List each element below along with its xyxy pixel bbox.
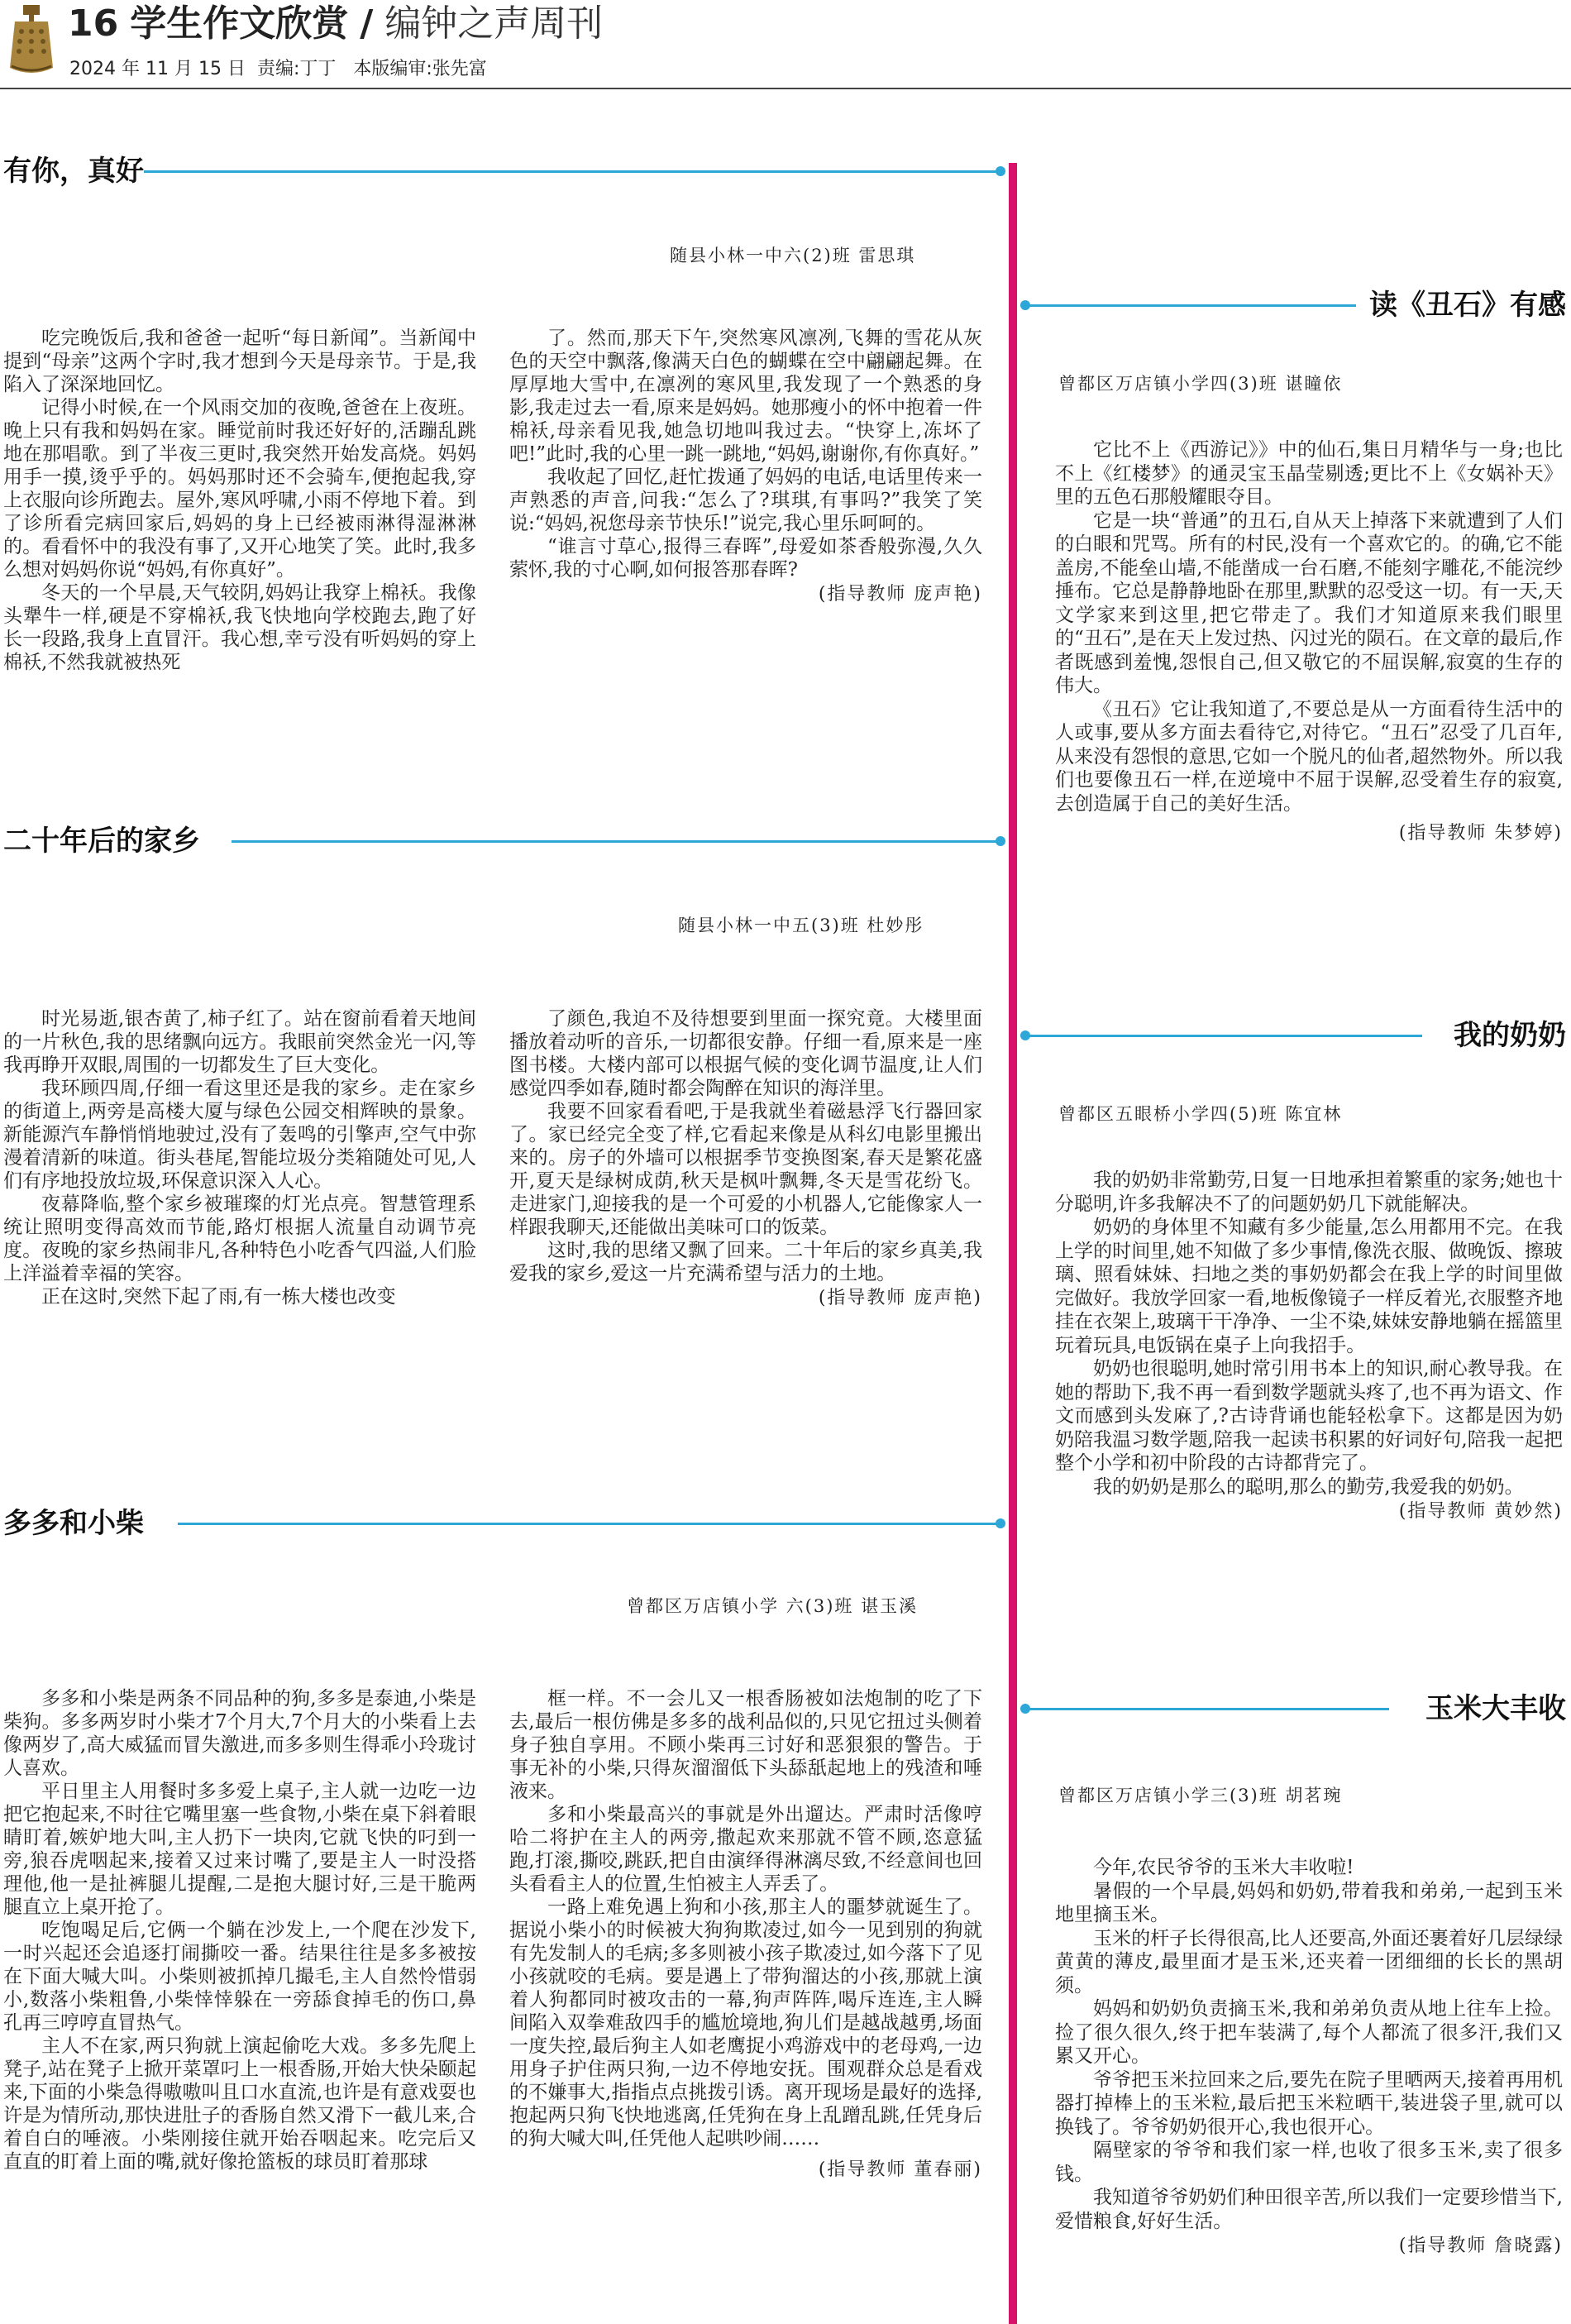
paragraph: 我的奶奶非常勤劳,日复一日地承担着繁重的家务;她也十分聪明,许多我解决不了的问题奶奶几下就能解决。 (1055, 1169, 1563, 1215)
publication-name: 编钟之声周刊 (384, 2, 604, 45)
article-byline: 随县小林一中六(2)班 雷思琪 (670, 246, 916, 265)
paragraph: 吃完晚饭后,我和爸爸一起听“每日新闻”。当新闻中提到“母亲”这两个字时,我才想到今天是母亲节。于是,我陷入了深深地回忆。 (3, 328, 476, 395)
article-column (509, 327, 982, 674)
article-byline: 随县小林一中五(3)班 杜妙彤 (678, 916, 924, 935)
teacher-credit: (指导教师 董春丽) (818, 2159, 982, 2180)
article-title-row (1022, 1689, 1571, 1730)
article-column (3, 327, 476, 674)
article-byline: 曾都区五眼桥小学四(5)班 陈宜林 (1058, 1104, 1343, 1124)
paragraph: 我要不回家看看吧,于是我就坐着磁悬浮飞行器回家了。家已经完全变了样,它看起来像是从科幻电影里搬出来的。房子的外墙可以根据季节变换图案,春天是繁花盛开,夏天是绿树成荫,秋天是枫叶飘舞,冬天是雪花纷飞。走进家门,迎接我的是一个可爱的小机器人,它能像家人一样跟我聊天,还能做出美味可口的饭菜。 (509, 1101, 982, 1238)
article-title-row (0, 1504, 992, 1545)
paragraph: 它是一块“普通”的丑石,自从天上掉落下来就遭到了人们的白眼和咒骂。所有的村民,没有一个喜欢它的。的确,它不能盖房,不能垒山墙,不能凿成一台石磨,不能刻字雕花,不能浣纱捶布。它总是静静地卧在那里,默默的忍受这一切。有一天,天文学家来到这里,把它带走了。我们才知道原来我们眼里的“丑石”,是在天上发过热、闪过光的陨石。在文章的最后,作者既感到羞愧,怨恨自己,但又敬它的不屈误解,寂寞的生存的伟大。 (1055, 509, 1563, 696)
article-column (509, 1687, 982, 2182)
header-rule (0, 88, 1571, 89)
teacher-credit: (指导教师 朱梦婷) (1398, 823, 1563, 844)
paragraph: 了。然而,那天下午,突然寒风凛冽,飞舞的雪花从灰色的天空中飘落,像满天白色的蝴蝶在空中翩翩起舞。在厚厚地大雪中,在凛冽的寒风里,我发现了一个熟悉的身影,我走过去一看,原来是妈妈。她那瘦小的怀中抱着一件棉袄,母亲看见我,她急切地叫我过去。“快穿上,冻坏了吧!”此时,我的心里一跳一跳地,“妈妈,谢谢你,有你真好。” (509, 328, 982, 465)
paragraph: 框一样。不一会儿又一根香肠被如法炮制的吃了下去,最后一根仿佛是多多的战利品似的,只见它扭过头侧着身子独自享用。不顾小柴再三讨好和恶狠狠的警告。于事无补的小柴,只得灰溜溜低下头舔舐起地上的残渣和唾液来。 (509, 1688, 982, 1802)
editor: 责编:丁丁 (256, 59, 337, 79)
section-name: 学生作文欣赏 (130, 2, 349, 45)
article-duoduo-and-xiaochai (0, 1504, 992, 2322)
title-rule (1025, 1035, 1422, 1037)
article-you-are-good (0, 151, 992, 747)
issue-meta (69, 55, 487, 80)
article-body (3, 1687, 982, 2182)
page-number: 16 (68, 2, 119, 45)
page-header (0, 0, 1571, 83)
article-my-grandma (1022, 1016, 1571, 1661)
paragraph: 正在这时,突然下起了雨,有一栋大楼也改变 (41, 1286, 396, 1308)
article-ugly-stone (1022, 285, 1571, 955)
article-title: 玉米大丰收 (1425, 1689, 1566, 1729)
title-rule (232, 840, 1000, 843)
article-body (1055, 1856, 1563, 2259)
article-column (509, 1007, 982, 1310)
paragraph: 我知道爷爷奶奶们种田很辛苦,所以我们一定要珍惜当下,爱惜粮食,好好生活。 (1055, 2187, 1563, 2232)
paragraph: 隔壁家的爷爷和我们家一样,也收了很多玉米,卖了很多钱。 (1055, 2140, 1563, 2185)
paragraph: 玉米的杆子长得很高,比人还要高,外面还裹着好几层绿绿黄黄的薄皮,最里面才是玉米,还夹着一团细细的长长的黑胡须。 (1055, 1927, 1563, 1996)
article-byline: 曾都区万店镇小学 六(3)班 谌玉溪 (627, 1596, 919, 1616)
article-column (3, 1687, 476, 2182)
article-byline: 曾都区万店镇小学四(3)班 谌瞳依 (1058, 374, 1343, 394)
paragraph: 多和小柴最高兴的事就是外出遛达。严肃时活像哼哈二将护在主人的两旁,撒起欢来那就不管不顾,恣意猛跑,打滚,撕咬,跳跃,把自由演绎得淋漓尽致,不经意间也回头看看主人的位置,生怕被主人弄丢了。 (509, 1804, 982, 1895)
article-body (1055, 438, 1563, 846)
paragraph: 吃饱喝足后,它俩一个躺在沙发上,一个爬在沙发下,一时兴起还会追逐打闹撕咬一番。结果往往是多多被按在下面大喊大叫。小柴则被抓掉几撮毛,主人自然怜惜弱小,数落小柴粗鲁,小柴悻悻躲在一旁舔食掉毛的伤口,鼻孔再三哼哼直冒热气。 (3, 1920, 476, 2034)
paragraph: 我的奶奶是那么的聪明,那么的勤劳,我爱我的奶奶。 (1093, 1475, 1524, 1498)
title-rule (178, 1523, 1000, 1525)
title-rule (141, 170, 1000, 173)
paragraph: 我环顾四周,仔细一看这里还是我的家乡。走在家乡的街道上,两旁是高楼大厦与绿色公园交相辉映的景象。新能源汽车静悄悄地驶过,没有了轰鸣的引擎声,空气中弥漫着清新的味道。街头巷尾,智能垃圾分类箱随处可见,人们有序地投放垃圾,环保意识深入人心。 (3, 1078, 476, 1192)
paragraph: 夜幕降临,整个家乡被璀璨的灯光点亮。智慧管理系统让照明变得高效而节能,路灯根据人流量自动调节亮度。夜晚的家乡热闹非凡,各种特色小吃香气四溢,人们脸上洋溢着幸福的笑容。 (3, 1193, 476, 1284)
paragraph: 一路上难免遇上狗和小孩,那主人的噩梦就诞生了。据说小柴小的时候被大狗狗欺凌过,如今一见到别的狗就有先发制人的毛病;多多则被小孩子欺凌过,如今落下了见小孩就咬的毛病。要是遇上了带狗溜达的小孩,那就上演着人狗都同时被攻击的一幕,狗声阵阵,喝斥连连,主人瞬间陷入双拳难敌四手的尴尬境地,狗儿们是越战越勇,场面一度失控,最后狗主人如老鹰捉小鸡游戏中的老母鸡,一边用身子护住两只狗,一边不停地安抚。围观群众总是看戏的不嫌事大,指指点点挑拨引诱。离开现场是最好的选择,抱起两只狗飞快地逃离,任凭狗在身上乱蹭乱跳,任凭身后的狗大喊大叫,任凭他人起哄吵闹…… (509, 1896, 982, 2149)
article-title: 多多和小柴 (3, 1504, 144, 1543)
paragraph: 记得小时候,在一个风雨交加的夜晚,爸爸在上夜班。晚上只有我和妈妈在家。睡觉前时我还好好的,活蹦乱跳地在那唱歌。到了半夜三更时,我突然开始发高烧。妈妈用手一摸,烫乎乎的。妈妈那时还不会骑车,便抱起我,穿上衣服向诊所跑去。屋外,寒风呼啸,小雨不停地下着。到了诊所看完病回家后,妈妈的身上已经被雨淋得湿淋淋的。看看怀中的我没有事了,又开心地笑了笑。此时,我多么想对妈妈你说“妈妈,有你真好”。 (3, 397, 476, 581)
masthead-title (68, 2, 603, 46)
paragraph: 多多和小柴是两条不同品种的狗,多多是泰迪,小柴是柴狗。多多两岁时小柴才7个月大,7个月大的小柴看上去像两岁了,高大威猛而冒失激进,而多多则生得乖小玲珑讨人喜欢。 (3, 1688, 476, 1779)
title-rule (1025, 1708, 1389, 1710)
article-body (1055, 1169, 1563, 1524)
layout-editor: 本版编审:张先富 (353, 59, 487, 79)
teacher-credit: (指导教师 庞声艳) (818, 1288, 982, 1308)
paragraph: 时光易逝,银杏黄了,柿子红了。站在窗前看着天地间的一片秋色,我的思绪飘向远方。我眼前突然金光一闪,等我再睁开双眼,周围的一切都发生了巨大变化。 (3, 1008, 476, 1076)
paragraph: 暑假的一个早晨,妈妈和奶奶,带着我和弟弟,一起到玉米地里摘玉米。 (1055, 1880, 1563, 1925)
article-byline: 曾都区万店镇小学三(3)班 胡茗琬 (1058, 1786, 1343, 1805)
article-title: 有你，真好 (3, 151, 144, 191)
issue-date: 2024 年 11 月 15 日 (69, 59, 246, 79)
article-title-row (1022, 285, 1571, 327)
article-corn-harvest (1022, 1689, 1571, 2324)
paragraph: 它比不上《西游记》》中的仙石,集日月精华与一身;也比不上《红楼梦》的通灵宝玉晶莹剔透;更比不上《女娲补天》里的五色石那般耀眼夺目。 (1055, 439, 1563, 508)
article-body (3, 1007, 982, 1310)
article-column (3, 1007, 476, 1310)
article-title-row (0, 821, 992, 863)
title-separator: / (360, 2, 374, 45)
paragraph: “谁言寸草心,报得三春晖”,母爱如茶香般弥漫,久久萦怀,我的寸心啊,如何报答那春晖? (509, 536, 982, 581)
paragraph: 了颜色,我迫不及待想要到里面一探究竟。大楼里面播放着动听的音乐,一切都很安静。仔细一看,原来是一座图书楼。大楼内部可以根据气候的变化调节温度,让人们感觉四季如春,随时都会陶醉在知识的海洋里。 (509, 1008, 982, 1099)
paragraph: 冬天的一个早晨,天气较阴,妈妈让我穿上棉袄。我像头犟牛一样,硬是不穿棉袄,我飞快地向学校跑去,跑了好长一段路,我身上直冒汗。我心想,幸亏没有听妈妈的穿上棉袄,不然我就被热死 (3, 582, 476, 673)
paragraph: 主人不在家,两只狗就上演起偷吃大戏。多多先爬上凳子,站在凳子上掀开菜罩叼上一根香肠,开始大快朵颐起来,下面的小柴急得嗷嗷叫且口水直流,也许是有意戏耍也许是为情所动,那快进肚子的香肠自然又滑下一截儿来,合着自白的唾液。小柴刚接住就开始吞咽起来。吃完后又直直的盯着上面的嘴,就好像抢篮板的球员盯着那球 (3, 2035, 476, 2173)
paragraph: 平日里主人用餐时多多爱上桌子,主人就一边吃一边把它抱起来,不时往它嘴里塞一些食物,小柴在桌下斜着眼睛盯着,嫉妒地大叫,主人扔下一块肉,它就飞快的叼到一旁,狼吞虎咽起来,接着又过来讨嘴了,要是主人一时没搭理他,他一是扯裤腿儿提醒,二是抱大腿讨好,三是干脆两腿直立上桌开抢了。 (3, 1781, 476, 1918)
paragraph: 奶奶的身体里不知藏有多少能量,怎么用都用不完。在我上学的时间里,她不知做了多少事情,像洗衣服、做晚饭、擦玻璃、照看妹妹、扫地之类的事奶奶都会在我上学的时间里做完做好。我放学回家一看,地板像镜子一样反着光,衣服整齐地挂在衣架上,玻璃干干净净、一尘不染,妹妹安静地躺在摇篮里玩着玩具,电饭锅在桌子上向我招手。 (1055, 1217, 1563, 1356)
column-divider (1009, 163, 1017, 2324)
paragraph: 我收起了回忆,赶忙拨通了妈妈的电话,电话里传来一声熟悉的声音,问我:“怎么了?琪琪,有事吗?”我笑了笑说:“妈妈,祝您母亲节快乐!”说完,我心里乐呵呵的。 (509, 466, 982, 534)
paragraph: 这时,我的思绪又飘了回来。二十年后的家乡真美,我爱我的家乡,爱这一片充满希望与活力的土地。 (509, 1240, 982, 1284)
title-rule (1025, 304, 1356, 307)
paragraph: 爷爷把玉米拉回来之后,要先在院子里晒两天,接着再用机器打掉棒上的玉米粒,最后把玉米粒晒干,装进袋子里,就可以换钱了。爷爷奶奶很开心,我也很开心。 (1055, 2068, 1563, 2138)
teacher-credit: (指导教师 黄妙然) (1398, 1501, 1563, 1522)
teacher-credit: (指导教师 庞声艳) (818, 584, 982, 605)
article-title-row (1022, 1016, 1571, 1057)
article-title: 读《丑石》有感 (1369, 285, 1566, 325)
paragraph: 奶奶也很聪明,她时常引用书本上的知识,耐心教导我。在她的帮助下,我不再一看到数学题就头疼了,也不再为语文、作文而感到头发麻了,?古诗背诵也能轻松拿下。这都是因为奶奶陪我温习数学题,陪我一起读书积累的好词好句,陪我一起把整个小学和初中阶段的古诗都背完了。 (1055, 1358, 1563, 1474)
article-title-row (0, 151, 992, 193)
paragraph: 今年,农民爷爷的玉米大丰收啦! (1093, 1857, 1354, 1878)
teacher-credit: (指导教师 詹晓露) (1398, 2236, 1563, 2256)
article-hometown-20-years (0, 821, 992, 1417)
article-title: 我的奶奶 (1454, 1016, 1566, 1055)
bianzhong-bell-icon (7, 3, 56, 79)
paragraph: 妈妈和奶奶负责摘玉米,我和弟弟负责从地上往车上捡。捡了很久很久,终于把车装满了,每个人都流了很多汗,我们又累又开心。 (1055, 1998, 1563, 2067)
paragraph: 《丑石》它让我知道了,不要总是从一方面看待生活中的人或事,要从多方面去看待它,对待它。“丑石”忍受了几百年,从来没有怨恨的意思,它如一个脱凡的仙者,超然物外。所以我们也要像丑石一样,在逆境中不屈于误解,忍受着生存的寂寞,去创造属于自己的美好生活。 (1055, 698, 1563, 815)
article-body (3, 327, 982, 674)
article-title: 二十年后的家乡 (3, 821, 200, 861)
